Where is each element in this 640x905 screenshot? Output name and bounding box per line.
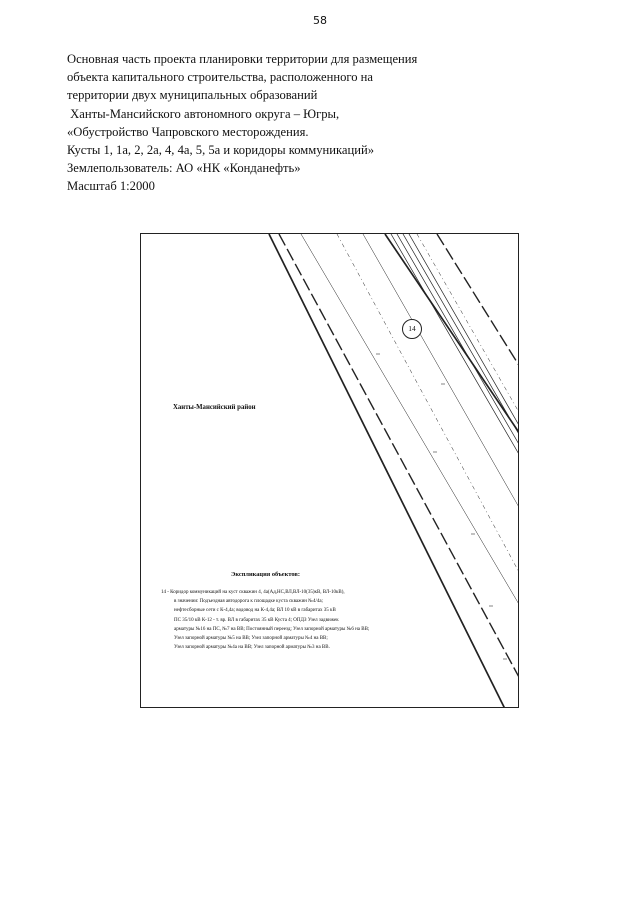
communication-line bbox=[363, 234, 519, 509]
communication-line bbox=[409, 234, 519, 427]
legend-title: Экспликация объектов: bbox=[231, 571, 300, 578]
legend-line: Узел запорной арматуры №4а на ВВ; Узел запорной арматуры №3 на ВВ. bbox=[174, 645, 330, 651]
legend-line: арматуры №16 на ПС, №7 на ВВ; Постоянный переезд; Узел запорной арматуры №6 на ВВ; bbox=[174, 626, 370, 632]
communication-line bbox=[397, 234, 519, 446]
scale-label: Масштаб 1:2000 bbox=[67, 179, 155, 194]
map-frame bbox=[140, 233, 519, 708]
communication-line bbox=[391, 234, 519, 456]
district-label: Ханты-Мансийский район bbox=[173, 404, 256, 411]
legend-block bbox=[161, 588, 461, 652]
corridor-dashed-line-right bbox=[437, 234, 519, 367]
legend-line: нефтесборные сети с К-4,4а; водовод на К-4,4а; ВЛ 10 кВ в габаритах 35 кВ bbox=[174, 608, 336, 614]
header-line: объекта капитального строительства, расположенного на bbox=[67, 70, 373, 85]
header-line: Основная часть проекта планировки территории для размещения bbox=[67, 52, 418, 66]
plot-marker: 14 bbox=[402, 319, 422, 339]
header-line: Землепользователь: АО «НК «Конданефть» bbox=[67, 161, 301, 176]
header-line: «Обустройство Чапровского месторождения. bbox=[67, 124, 309, 139]
legend-line: в значении: Подъездная автодорога к площадке куста скважин №4/4а; bbox=[174, 599, 323, 605]
legend-line: ПС 35/10 кВ К-12 - т. вр. ВЛ в габаритах 35 кВ Куста 4; ОПДЗ Узел задвижек bbox=[174, 617, 339, 623]
communication-line bbox=[301, 234, 519, 606]
page-number: 58 bbox=[313, 14, 327, 27]
header-line: Ханты-Мансийского автономного округа – Югры, bbox=[67, 106, 340, 121]
legend-line: 14 - Коридор коммуникаций на куст скважин 4, 4а(Ад,НС,ВЛ,ВЛ-10(35)кВ, ВЛ-10кВ), bbox=[161, 590, 345, 595]
dash-dot-line bbox=[417, 234, 519, 414]
header-line: Кусты 1, 1а, 2, 2а, 4, 4а, 5, 5а и коридоры коммуникаций» bbox=[67, 143, 375, 158]
dash-dot-line bbox=[337, 234, 519, 574]
document-header bbox=[67, 50, 587, 196]
header-line: территории двух муниципальных образований bbox=[67, 88, 318, 103]
legend-line: Узел запорной арматуры №5 на ВВ; Узел запорной арматуры №4 на ВВ; bbox=[174, 636, 328, 642]
